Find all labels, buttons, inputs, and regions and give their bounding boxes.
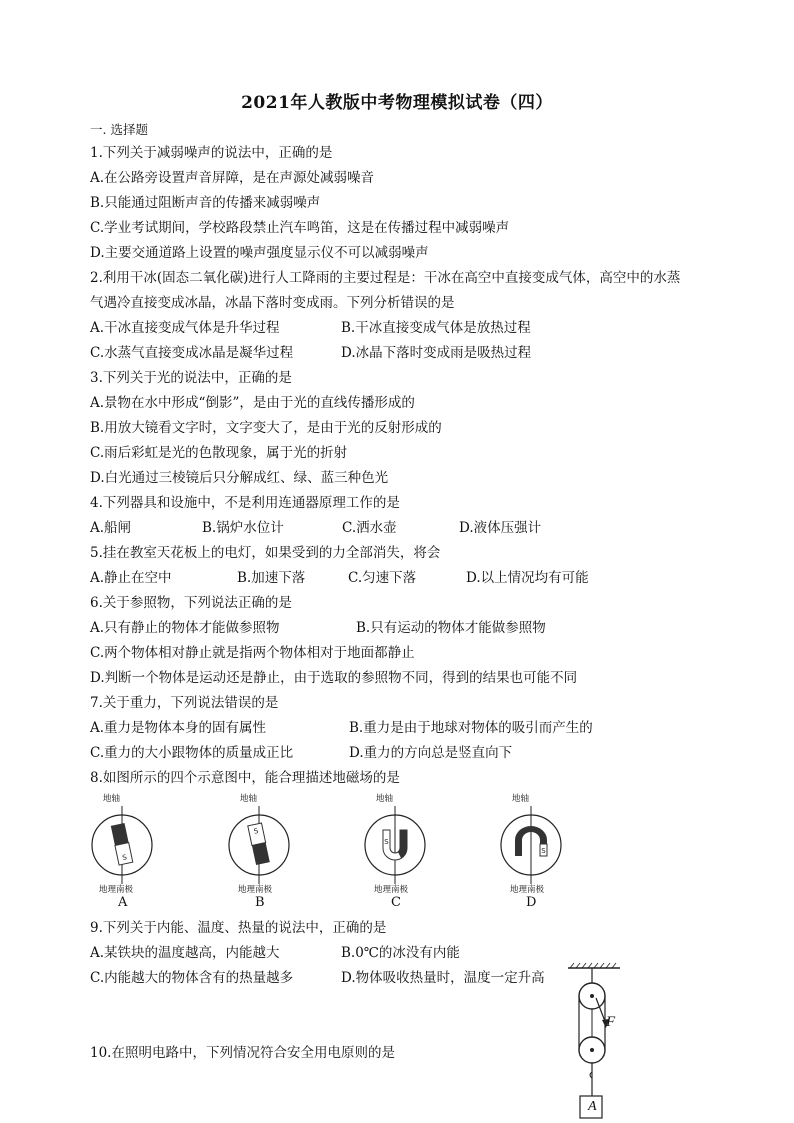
q1-option-b: B.只能通过阻断声音的传播来减弱噪声 [90,195,321,211]
q4-option-d: D.液体压强计 [459,520,542,536]
fig-b-letter: B [255,895,265,910]
q2-stem-line1: 2.利用干冰(固态二氧化碳)进行人工降雨的主要过程是：干冰在高空中直接变成气体，高空中的水蒸 [90,270,681,286]
q1-option-c: C.学业考试期间，学校路段禁止汽车鸣笛，这是在传播过程中减弱噪声 [90,220,510,236]
q2-stem-line2: 气遇冷直接变成冰晶，冰晶下落时变成雨。下列分析错误的是 [90,295,455,311]
q7-option-d: D.重力的方向总是竖直向下 [349,745,513,761]
q9-option-a: A.某铁块的温度越高，内能越大 [90,945,280,961]
q1-option-d: D.主要交通道路上设置的噪声强度显示仪不可以减弱噪声 [90,245,429,261]
force-label: F [606,1014,616,1030]
q2-option-b: B.干冰直接变成气体是放热过程 [341,320,531,336]
fig-a-globe [88,800,160,886]
q5-option-d: D.以上情况均有可能 [466,570,589,586]
q5-option-c: C.匀速下落 [348,570,417,586]
fig-b-globe [225,800,297,886]
q2-option-c: C.水蒸气直接变成冰晶是凝华过程 [90,345,294,361]
q6-stem: 6.关于参照物，下列说法正确的是 [90,595,292,611]
fig-a-pole-s: S [121,853,128,863]
q3-option-d: D.白光通过三棱镜后只分解成红、绿、蓝三种色光 [90,470,389,486]
q8-stem: 8.如图所示的四个示意图中，能合理描述地磁场的是 [90,770,400,786]
fig-a-letter: A [118,895,128,910]
q3-option-b: B.用放大镜看文字时，文字变大了，是由于光的反射形成的 [90,420,442,436]
q6-option-d: D.判断一个物体是运动还是静止，由于选取的参照物不同，得到的结果也可能不同 [90,670,578,686]
block-label: A [588,1099,597,1114]
fig-c-letter: C [391,895,401,910]
q4-option-a: A.船闸 [90,520,132,536]
fig-d-axis-label: 地轴 [512,794,530,804]
q10-stem: 10.在照明电路中，下列情况符合安全用电原则的是 [90,1045,395,1061]
fig-c-globe [361,800,433,886]
q5-option-a: A.静止在空中 [90,570,172,586]
q3-option-a: A.景物在水中形成“倒影”，是由于光的直线传播形成的 [90,395,415,411]
q4-option-c: C.洒水壶 [342,520,397,536]
q6-option-c: C.两个物体相对静止就是指两个物体相对于地面都静止 [90,645,415,661]
fig-c-bottom-label: 地理南极 [374,885,409,895]
q6-option-b: B.只有运动的物体才能做参照物 [356,620,546,636]
q2-option-a: A.干冰直接变成气体是升华过程 [90,320,280,336]
fig-c-pole-s: S [384,838,389,846]
fig-a-bottom-label: 地理南极 [99,885,134,895]
q5-option-b: B.加速下落 [237,570,306,586]
q4-option-b: B.锅炉水位计 [202,520,284,536]
q1-option-a: A.在公路旁设置声音屏障，是在声源处减弱噪音 [90,170,375,186]
fig-a-axis-label: 地轴 [103,794,121,804]
q3-option-c: C.雨后彩虹是光的色散现象，属于光的折射 [90,445,348,461]
fig-d-globe [497,800,569,886]
q1-stem: 1.下列关于减弱噪声的说法中，正确的是 [90,145,333,161]
q2-option-d: D.冰晶下落时变成雨是吸热过程 [341,345,532,361]
q5-stem: 5.挂在教室天花板上的电灯，如果受到的力全部消失，将会 [90,545,441,561]
q7-option-b: B.重力是由于地球对物体的吸引而产生的 [349,720,593,736]
q6-option-a: A.只有静止的物体才能做参照物 [90,620,280,636]
fig-b-axis-label: 地轴 [240,794,258,804]
q3-stem: 3.下列关于光的说法中，正确的是 [90,370,292,386]
q7-option-c: C.重力的大小跟物体的质量成正比 [90,745,294,761]
section-heading: 一. 选择题 [90,122,148,137]
q7-stem: 7.关于重力，下列说法错误的是 [90,695,279,711]
q4-stem: 4.下列器具和设施中，不是利用连通器原理工作的是 [90,495,400,511]
q7-option-a: A.重力是物体本身的固有属性 [90,720,267,736]
q9-option-c: C.内能越大的物体含有的热量越多 [90,970,294,986]
pulley-figure [560,962,630,1120]
page-title: 2021年人教版中考物理模拟试卷（四） [241,93,553,113]
fig-d-pole-s: S [541,847,546,855]
fig-b-bottom-label: 地理南极 [238,885,273,895]
q9-option-d: D.物体吸收热量时，温度一定升高 [341,970,545,986]
fig-d-letter: D [526,895,537,910]
q9-option-b: B.0℃的冰没有内能 [341,945,460,961]
fig-c-axis-label: 地轴 [376,794,394,804]
q9-stem: 9.下列关于内能、温度、热量的说法中，正确的是 [90,920,387,936]
fig-b-pole-s: S [253,826,260,836]
fig-d-bottom-label: 地理南极 [510,885,545,895]
